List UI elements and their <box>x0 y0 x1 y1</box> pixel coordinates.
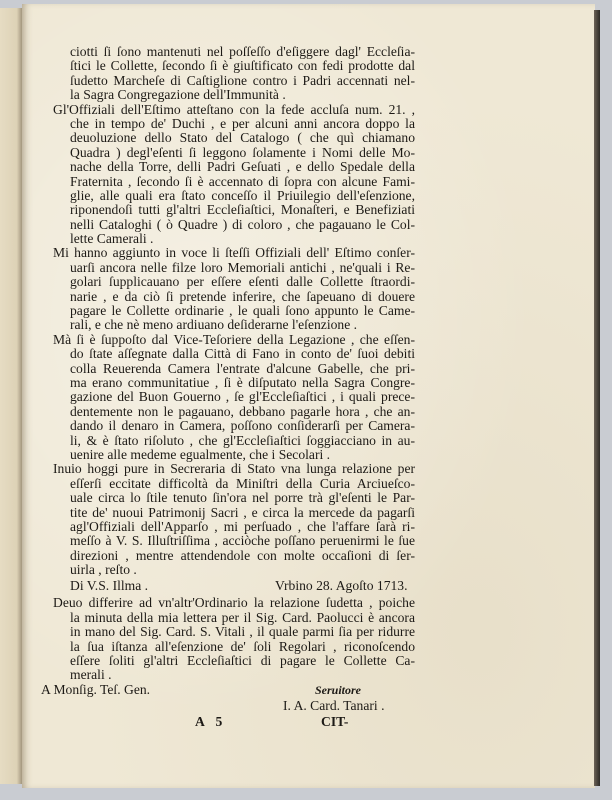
text-line: dando il denaro in Camera, poſſono conſiderarſi per Camera- <box>70 419 415 434</box>
text-line: riponendoſi tutti gl'altri Eccleſiaſtici, Monaſteri, e Benefiziati <box>70 203 415 218</box>
text-line: che in tempo de' Duchi , e per alcuni anni ancora doppo la <box>70 116 415 131</box>
footer-row <box>53 715 415 731</box>
signatory-row <box>53 699 415 715</box>
addressee: A Monſig. Teſ. Gen. <box>41 681 151 697</box>
closing-salutation: Di V.S. Illma . <box>70 578 149 594</box>
text-line: nache della Torre, delli Padri Geſuati , e dello Spedale della <box>70 160 415 175</box>
text-line: Quadra ) degl'eſenti ſi leggono ſolamente i Nomi delle Mo- <box>70 145 415 160</box>
text-line: uenire alle medeme egualmente, che i Secolari . <box>70 447 331 462</box>
adjacent-page-edge <box>0 8 24 784</box>
text-line: do ſtate aſſegnate dalla Città di Fano in conto de' ſuoi debiti <box>70 347 415 362</box>
signatory: I. A. Card. Tanari . <box>283 697 385 713</box>
text-line: uarſi ancora nelle filze loro Memoriali antichi , ne'quali i Re- <box>70 260 415 275</box>
letter-body <box>41 45 415 731</box>
text-line: lette Camerali . <box>70 232 154 247</box>
text-line: dentemente non le pagauano, debbano pagarle hora , che an- <box>70 404 415 419</box>
text-line: deuoluzione dello Stato del Catalogo ( che quì chiamano <box>70 131 415 146</box>
text-line: colla Reuerenda Camera l'entrate d'alcune Gabelle, che pri- <box>70 361 415 376</box>
text-line: Mi hanno aggiunto in voce li ſteſſi Offiziali dell' Eſtimo conſer- <box>53 246 415 261</box>
text-line: narie , e da ciò ſi pretende inferire, che ſapeuano di douere <box>70 289 415 304</box>
closing-row <box>53 579 415 596</box>
place-date: Vrbino 28. Agoſto 1713. <box>275 578 408 594</box>
text-line: uirla , reſto . <box>70 563 137 578</box>
paragraph <box>53 103 415 247</box>
servitore: Seruitore <box>315 682 362 697</box>
text-line: rali, e che nè meno ardiuano deſiderarne l'eſenzione . <box>70 318 358 333</box>
text-line: ſtici le Collette, ſecondo ſi è giuſtificato con fedi prodotte dal <box>70 59 415 74</box>
text-line: gazione del Buon Gouerno , ſe gl'Eccleſiaſtici , i quali prece- <box>70 390 415 405</box>
text-line: uale circa lo ſtile tenuto ſin'ora nel porre trà gl'eſenti le Par- <box>70 491 415 506</box>
text-line: ma erano communitatiue , ſi è diſputato nella Sagra Congre- <box>70 375 415 390</box>
paragraph <box>53 333 415 463</box>
paragraphs <box>53 45 415 577</box>
signature-mark: A 5 <box>195 713 223 729</box>
text-line: eſſerſi eccitate difficoltà da Miniſtri della Curia Arciueſco- <box>70 476 415 491</box>
postscript <box>53 596 415 682</box>
text-line: la ſua iſtanza all'eſenzione de' ſoli Regolari , riconoſcendo <box>70 639 415 654</box>
text-line: agl'Offiziali dell'Apparſo , mi perſuado , che l'affare ſarà ri- <box>70 519 415 534</box>
paragraph <box>53 45 415 103</box>
text-line: Gl'Offiziali dell'Eſtimo atteſtano con la fede accluſa num. 21. , <box>53 102 415 117</box>
paragraph <box>53 462 415 577</box>
page-stack-edge <box>594 10 600 786</box>
text-line: pagare le Collette ordinarie , le quali ſono appunto le Came- <box>70 304 415 319</box>
text-line: Fraternita , ſecondo ſi è accennato di ſopra con alcune Fami- <box>70 174 415 189</box>
text-line: Inuio hoggi pure in Secreraria di Stato vna lunga relazione per <box>53 462 415 477</box>
text-line: eſſere ſoliti gl'altri Eccleſiaſtici di pagare le Collette Ca- <box>70 654 415 669</box>
text-line: la Sagra Congregazione dell'Immunità . <box>70 88 286 103</box>
paragraph <box>53 246 415 332</box>
text-line: tite de' nuoui Patrimonij Sacri , e circa la mercede da pagarſi <box>70 505 415 520</box>
catchword: CIT- <box>321 713 349 729</box>
text-line: nelli Cataloghi ( ò Quadre ) di coloro , che pagauano le Col- <box>70 217 415 232</box>
text-line: ciotti ſi ſono mantenuti nel poſſeſſo d'eſiggere dagl' Eccleſia- <box>70 45 415 59</box>
text-line: in mano del Sig. Card. S. Vitali , il quale parmi ſia per ridurre <box>70 625 415 640</box>
text-line: glie, alle quali era ſtato conceſſo il Priuilegio dell'eſenzione, <box>70 188 415 203</box>
text-line: Deuo differire ad vn'altr'Ordinario la relazione ſudetta , poiche <box>53 596 415 611</box>
text-line: direzioni , mentre attendendole con molte occaſioni di ſer- <box>70 548 415 563</box>
text-line: meſſo à V. S. Illuſtriſſima , acciòche poſſano peruenirmi le ſue <box>70 534 415 549</box>
text-line: li, & è ſtato riſoluto , che gl'Eccleſiaſtici ſoggiacciano in au- <box>70 433 415 448</box>
text-line: ſudetto Marcheſe di Caſtiglione contro i Padri accennati nel- <box>70 73 415 88</box>
text-line: Mà ſi è ſuppoſto dal Vice-Teſoriere della Legazione , che eſſen- <box>53 332 415 347</box>
text-line: la minuta della mia lettera per il Sig. Card. Paolucci è ancora <box>70 610 415 625</box>
text-line: golari ſupplicauano per eſſere eſenti dalle Collette ſtraordi- <box>70 275 415 290</box>
addressee-row <box>41 681 415 699</box>
text-line: merali . <box>70 668 112 683</box>
